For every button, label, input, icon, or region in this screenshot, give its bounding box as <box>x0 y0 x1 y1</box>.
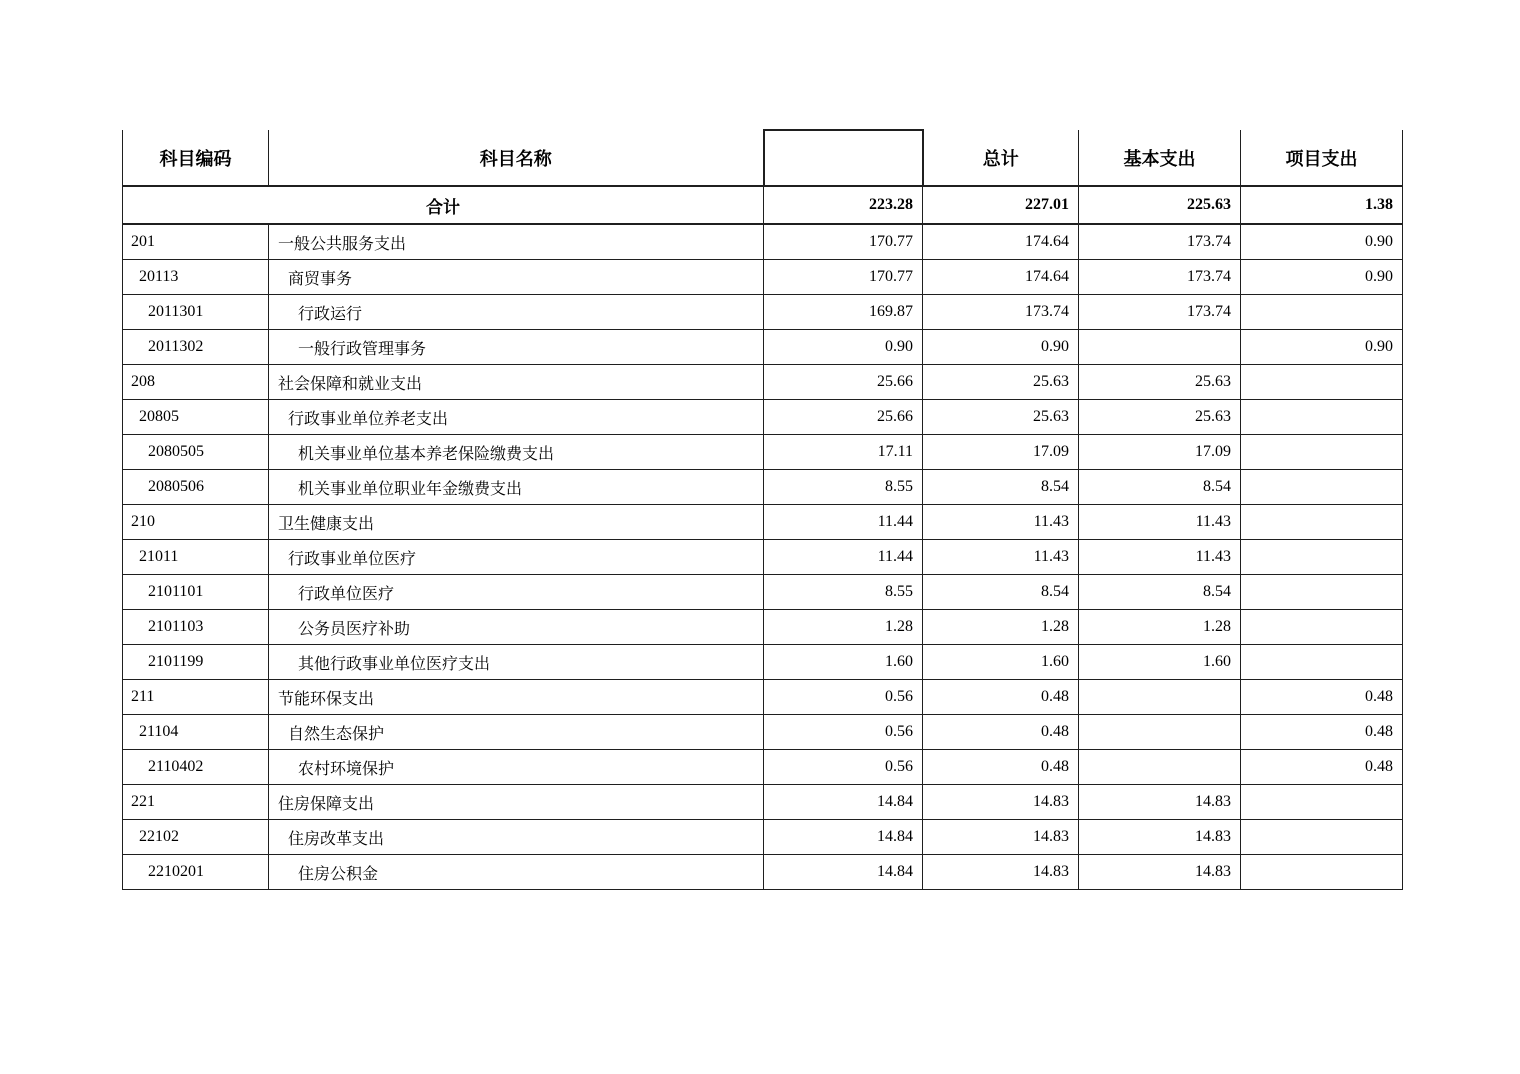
subject-name-cell: 公务员医疗补助 <box>269 610 764 645</box>
subject-name-cell: 行政事业单位医疗 <box>269 540 764 575</box>
project-expenditure-value-cell <box>1241 855 1403 890</box>
subject-name-cell: 其他行政事业单位医疗支出 <box>269 645 764 680</box>
subject-name-cell: 行政单位医疗 <box>269 575 764 610</box>
subject-code-cell: 2210201 <box>123 855 269 890</box>
subject-name-cell: 农村环境保护 <box>269 750 764 785</box>
project-expenditure-value-cell <box>1241 575 1403 610</box>
table-row <box>123 295 1403 330</box>
grand-total-value-cell: 14.83 <box>923 820 1079 855</box>
table-row <box>123 540 1403 575</box>
col3-value-cell: 11.44 <box>764 505 923 540</box>
table-row <box>123 470 1403 505</box>
table-row <box>123 645 1403 680</box>
subject-code-cell: 22102 <box>123 820 269 855</box>
col3-value-cell: 14.84 <box>764 820 923 855</box>
grand-total-value-cell: 11.43 <box>923 540 1079 575</box>
col3-value-cell: 8.55 <box>764 470 923 505</box>
project-expenditure-value-cell: 0.90 <box>1241 260 1403 295</box>
grand-total-value-cell: 174.64 <box>923 224 1079 260</box>
grand-total-value-cell: 0.48 <box>923 750 1079 785</box>
project-expenditure-value-cell: 0.90 <box>1241 330 1403 365</box>
subject-code-cell: 2101101 <box>123 575 269 610</box>
subject-name-cell: 住房公积金 <box>269 855 764 890</box>
table-row <box>123 400 1403 435</box>
basic-expenditure-value-cell: 173.74 <box>1079 224 1241 260</box>
subject-name-cell: 商贸事务 <box>269 260 764 295</box>
grand-total-value-cell: 11.43 <box>923 505 1079 540</box>
total-row <box>123 186 1403 224</box>
col3-value-cell: 0.56 <box>764 750 923 785</box>
subject-code-cell: 20805 <box>123 400 269 435</box>
subject-name-cell: 社会保障和就业支出 <box>269 365 764 400</box>
subject-code-cell: 2101199 <box>123 645 269 680</box>
basic-expenditure-value-cell: 25.63 <box>1079 365 1241 400</box>
basic-expenditure-value-cell: 11.43 <box>1079 505 1241 540</box>
subject-code-cell: 2080505 <box>123 435 269 470</box>
project-expenditure-value-cell <box>1241 400 1403 435</box>
subject-name-cell: 住房保障支出 <box>269 785 764 820</box>
total-row-project-value: 1.38 <box>1241 186 1403 224</box>
grand-total-value-cell: 8.54 <box>923 470 1079 505</box>
col-header-subject-name: 科目名称 <box>269 130 764 186</box>
grand-total-value-cell: 8.54 <box>923 575 1079 610</box>
col3-value-cell: 0.90 <box>764 330 923 365</box>
grand-total-value-cell: 25.63 <box>923 365 1079 400</box>
col3-value-cell: 17.11 <box>764 435 923 470</box>
table-row <box>123 785 1403 820</box>
subject-name-cell: 行政运行 <box>269 295 764 330</box>
col3-value-cell: 14.84 <box>764 855 923 890</box>
project-expenditure-value-cell <box>1241 365 1403 400</box>
subject-name-cell: 一般公共服务支出 <box>269 224 764 260</box>
grand-total-value-cell: 1.28 <box>923 610 1079 645</box>
subject-code-cell: 2080506 <box>123 470 269 505</box>
table-row <box>123 715 1403 750</box>
total-row-basic-value: 225.63 <box>1079 186 1241 224</box>
basic-expenditure-value-cell <box>1079 330 1241 365</box>
subject-code-cell: 2011302 <box>123 330 269 365</box>
col-header-project-expenditure: 项目支出 <box>1241 130 1403 186</box>
table-row <box>123 224 1403 260</box>
subject-code-cell: 211 <box>123 680 269 715</box>
basic-expenditure-value-cell: 14.83 <box>1079 820 1241 855</box>
col3-value-cell: 11.44 <box>764 540 923 575</box>
table-row <box>123 610 1403 645</box>
col3-value-cell: 25.66 <box>764 365 923 400</box>
table-row <box>123 680 1403 715</box>
basic-expenditure-value-cell: 1.28 <box>1079 610 1241 645</box>
subject-name-cell: 自然生态保护 <box>269 715 764 750</box>
subject-code-cell: 201 <box>123 224 269 260</box>
grand-total-value-cell: 14.83 <box>923 855 1079 890</box>
subject-name-cell: 卫生健康支出 <box>269 505 764 540</box>
subject-code-cell: 208 <box>123 365 269 400</box>
subject-code-cell: 20113 <box>123 260 269 295</box>
grand-total-value-cell: 0.48 <box>923 680 1079 715</box>
project-expenditure-value-cell <box>1241 610 1403 645</box>
grand-total-value-cell: 174.64 <box>923 260 1079 295</box>
budget-document-page <box>122 129 1403 890</box>
basic-expenditure-value-cell <box>1079 750 1241 785</box>
table-row <box>123 505 1403 540</box>
col-header-subject-code: 科目编码 <box>123 130 269 186</box>
total-row-label: 合计 <box>123 186 764 224</box>
project-expenditure-value-cell <box>1241 470 1403 505</box>
project-expenditure-value-cell <box>1241 435 1403 470</box>
subject-code-cell: 221 <box>123 785 269 820</box>
table-row <box>123 365 1403 400</box>
basic-expenditure-value-cell: 173.74 <box>1079 260 1241 295</box>
table-row <box>123 435 1403 470</box>
project-expenditure-value-cell <box>1241 505 1403 540</box>
header-row <box>123 130 1403 186</box>
table-row <box>123 575 1403 610</box>
grand-total-value-cell: 14.83 <box>923 785 1079 820</box>
budget-table <box>122 129 1403 890</box>
total-row-col3-value: 223.28 <box>764 186 923 224</box>
grand-total-value-cell: 0.90 <box>923 330 1079 365</box>
project-expenditure-value-cell <box>1241 540 1403 575</box>
basic-expenditure-value-cell: 14.83 <box>1079 855 1241 890</box>
project-expenditure-value-cell: 0.90 <box>1241 224 1403 260</box>
grand-total-value-cell: 0.48 <box>923 715 1079 750</box>
subject-code-cell: 21011 <box>123 540 269 575</box>
col3-value-cell: 0.56 <box>764 680 923 715</box>
subject-name-cell: 行政事业单位养老支出 <box>269 400 764 435</box>
col3-value-cell: 170.77 <box>764 224 923 260</box>
col3-value-cell: 25.66 <box>764 400 923 435</box>
col3-value-cell: 1.60 <box>764 645 923 680</box>
subject-name-cell: 机关事业单位职业年金缴费支出 <box>269 470 764 505</box>
basic-expenditure-value-cell: 11.43 <box>1079 540 1241 575</box>
basic-expenditure-value-cell: 1.60 <box>1079 645 1241 680</box>
project-expenditure-value-cell <box>1241 785 1403 820</box>
project-expenditure-value-cell <box>1241 645 1403 680</box>
subject-code-cell: 2101103 <box>123 610 269 645</box>
total-row-grand-total-value: 227.01 <box>923 186 1079 224</box>
basic-expenditure-value-cell: 8.54 <box>1079 575 1241 610</box>
col3-value-cell: 170.77 <box>764 260 923 295</box>
table-row <box>123 330 1403 365</box>
subject-code-cell: 210 <box>123 505 269 540</box>
col3-value-cell: 1.28 <box>764 610 923 645</box>
col-header-blank-box <box>764 130 923 186</box>
basic-expenditure-value-cell: 17.09 <box>1079 435 1241 470</box>
project-expenditure-value-cell <box>1241 295 1403 330</box>
table-row <box>123 820 1403 855</box>
col-header-grand-total: 总计 <box>923 130 1079 186</box>
project-expenditure-value-cell: 0.48 <box>1241 715 1403 750</box>
table-row <box>123 750 1403 785</box>
project-expenditure-value-cell <box>1241 820 1403 855</box>
basic-expenditure-value-cell <box>1079 680 1241 715</box>
col-header-basic-expenditure: 基本支出 <box>1079 130 1241 186</box>
subject-code-cell: 2110402 <box>123 750 269 785</box>
basic-expenditure-value-cell: 25.63 <box>1079 400 1241 435</box>
basic-expenditure-value-cell: 8.54 <box>1079 470 1241 505</box>
basic-expenditure-value-cell <box>1079 715 1241 750</box>
subject-code-cell: 2011301 <box>123 295 269 330</box>
basic-expenditure-value-cell: 14.83 <box>1079 785 1241 820</box>
grand-total-value-cell: 17.09 <box>923 435 1079 470</box>
grand-total-value-cell: 173.74 <box>923 295 1079 330</box>
subject-name-cell: 一般行政管理事务 <box>269 330 764 365</box>
grand-total-value-cell: 1.60 <box>923 645 1079 680</box>
col3-value-cell: 169.87 <box>764 295 923 330</box>
basic-expenditure-value-cell: 173.74 <box>1079 295 1241 330</box>
grand-total-value-cell: 25.63 <box>923 400 1079 435</box>
subject-name-cell: 住房改革支出 <box>269 820 764 855</box>
col3-value-cell: 0.56 <box>764 715 923 750</box>
subject-name-cell: 节能环保支出 <box>269 680 764 715</box>
subject-name-cell: 机关事业单位基本养老保险缴费支出 <box>269 435 764 470</box>
col3-value-cell: 8.55 <box>764 575 923 610</box>
table-row <box>123 855 1403 890</box>
project-expenditure-value-cell: 0.48 <box>1241 750 1403 785</box>
project-expenditure-value-cell: 0.48 <box>1241 680 1403 715</box>
table-row <box>123 260 1403 295</box>
col3-value-cell: 14.84 <box>764 785 923 820</box>
subject-code-cell: 21104 <box>123 715 269 750</box>
